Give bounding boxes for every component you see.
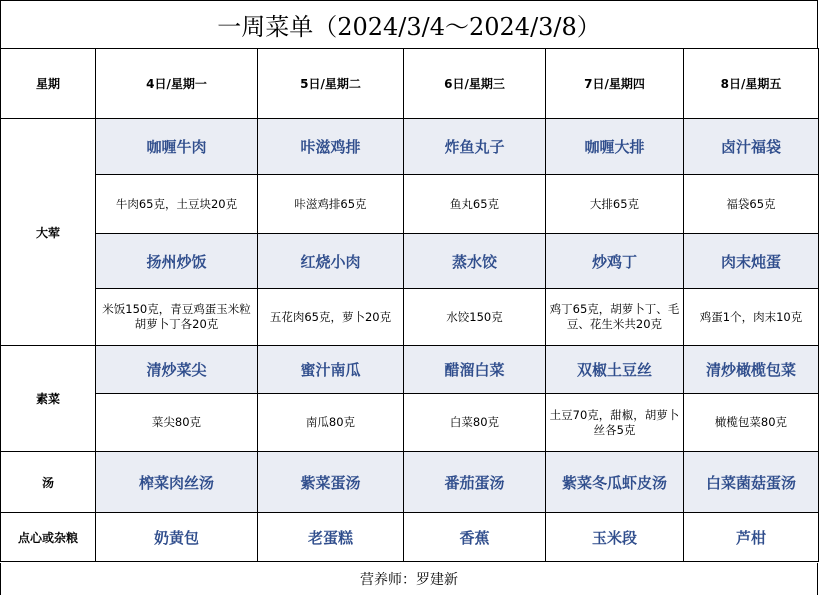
dish-cell: 蜜汁南瓜 xyxy=(258,346,404,394)
main-qty-row-1 xyxy=(1,175,819,234)
quantity-cell: 米饭150克，青豆鸡蛋玉米粒胡萝卜丁各20克 xyxy=(96,289,258,346)
quantity-cell: 鸡蛋1个，肉末10克 xyxy=(684,289,819,346)
quantity-cell: 咔滋鸡排65克 xyxy=(258,175,404,234)
dish-cell: 咖喱牛肉 xyxy=(96,119,258,175)
dish-cell: 双椒土豆丝 xyxy=(546,346,684,394)
dish-cell: 紫菜冬瓜虾皮汤 xyxy=(546,452,684,513)
dish-cell: 香蕉 xyxy=(404,513,546,562)
header-row xyxy=(1,49,819,119)
day-header: 8日/星期五 xyxy=(684,49,819,119)
day-header: 7日/星期四 xyxy=(546,49,684,119)
quantity-cell: 菜尖80克 xyxy=(96,394,258,452)
dish-cell: 炸鱼丸子 xyxy=(404,119,546,175)
category-snack: 点心或杂粮 xyxy=(1,513,96,562)
dish-cell: 番茄蛋汤 xyxy=(404,452,546,513)
quantity-cell: 福袋65克 xyxy=(684,175,819,234)
dish-cell: 芦柑 xyxy=(684,513,819,562)
quantity-cell: 南瓜80克 xyxy=(258,394,404,452)
quantity-cell: 水饺150克 xyxy=(404,289,546,346)
dish-cell: 醋溜白菜 xyxy=(404,346,546,394)
dish-cell: 蒸水饺 xyxy=(404,234,546,289)
veg-dish-row xyxy=(1,346,819,394)
dish-cell: 卤汁福袋 xyxy=(684,119,819,175)
day-header: 4日/星期一 xyxy=(96,49,258,119)
dish-cell: 白菜菌菇蛋汤 xyxy=(684,452,819,513)
quantity-cell: 大排65克 xyxy=(546,175,684,234)
soup-row xyxy=(1,452,819,513)
category-veg: 素菜 xyxy=(1,346,96,452)
dish-cell: 老蛋糕 xyxy=(258,513,404,562)
nutritionist-footer: 营养师：罗建新 xyxy=(0,563,818,595)
quantity-cell: 鸡丁65克，胡萝卜丁、毛豆、花生米共20克 xyxy=(546,289,684,346)
week-label: 星期 xyxy=(1,49,96,119)
dish-cell: 清炒菜尖 xyxy=(96,346,258,394)
dish-cell: 咔滋鸡排 xyxy=(258,119,404,175)
quantity-cell: 橄榄包菜80克 xyxy=(684,394,819,452)
category-main: 大荤 xyxy=(1,119,96,346)
dish-cell: 榨菜肉丝汤 xyxy=(96,452,258,513)
dish-cell: 奶黄包 xyxy=(96,513,258,562)
quantity-cell: 白菜80克 xyxy=(404,394,546,452)
dish-cell: 紫菜蛋汤 xyxy=(258,452,404,513)
main-dish-row-1 xyxy=(1,119,819,175)
quantity-cell: 五花肉65克，萝卜20克 xyxy=(258,289,404,346)
dish-cell: 咖喱大排 xyxy=(546,119,684,175)
day-header: 6日/星期三 xyxy=(404,49,546,119)
veg-qty-row xyxy=(1,394,819,452)
snack-row xyxy=(1,513,819,562)
quantity-cell: 牛肉65克，土豆块20克 xyxy=(96,175,258,234)
quantity-cell: 鱼丸65克 xyxy=(404,175,546,234)
main-qty-row-2 xyxy=(1,289,819,346)
category-soup: 汤 xyxy=(1,452,96,513)
dish-cell: 肉末炖蛋 xyxy=(684,234,819,289)
dish-cell: 红烧小肉 xyxy=(258,234,404,289)
quantity-cell: 土豆70克，甜椒，胡萝卜丝各5克 xyxy=(546,394,684,452)
menu-table xyxy=(0,48,819,562)
page-title: 一周菜单（2024/3/4～2024/3/8） xyxy=(0,0,818,49)
day-header: 5日/星期二 xyxy=(258,49,404,119)
dish-cell: 清炒橄榄包菜 xyxy=(684,346,819,394)
dish-cell: 玉米段 xyxy=(546,513,684,562)
main-dish-row-2 xyxy=(1,234,819,289)
dish-cell: 扬州炒饭 xyxy=(96,234,258,289)
dish-cell: 炒鸡丁 xyxy=(546,234,684,289)
